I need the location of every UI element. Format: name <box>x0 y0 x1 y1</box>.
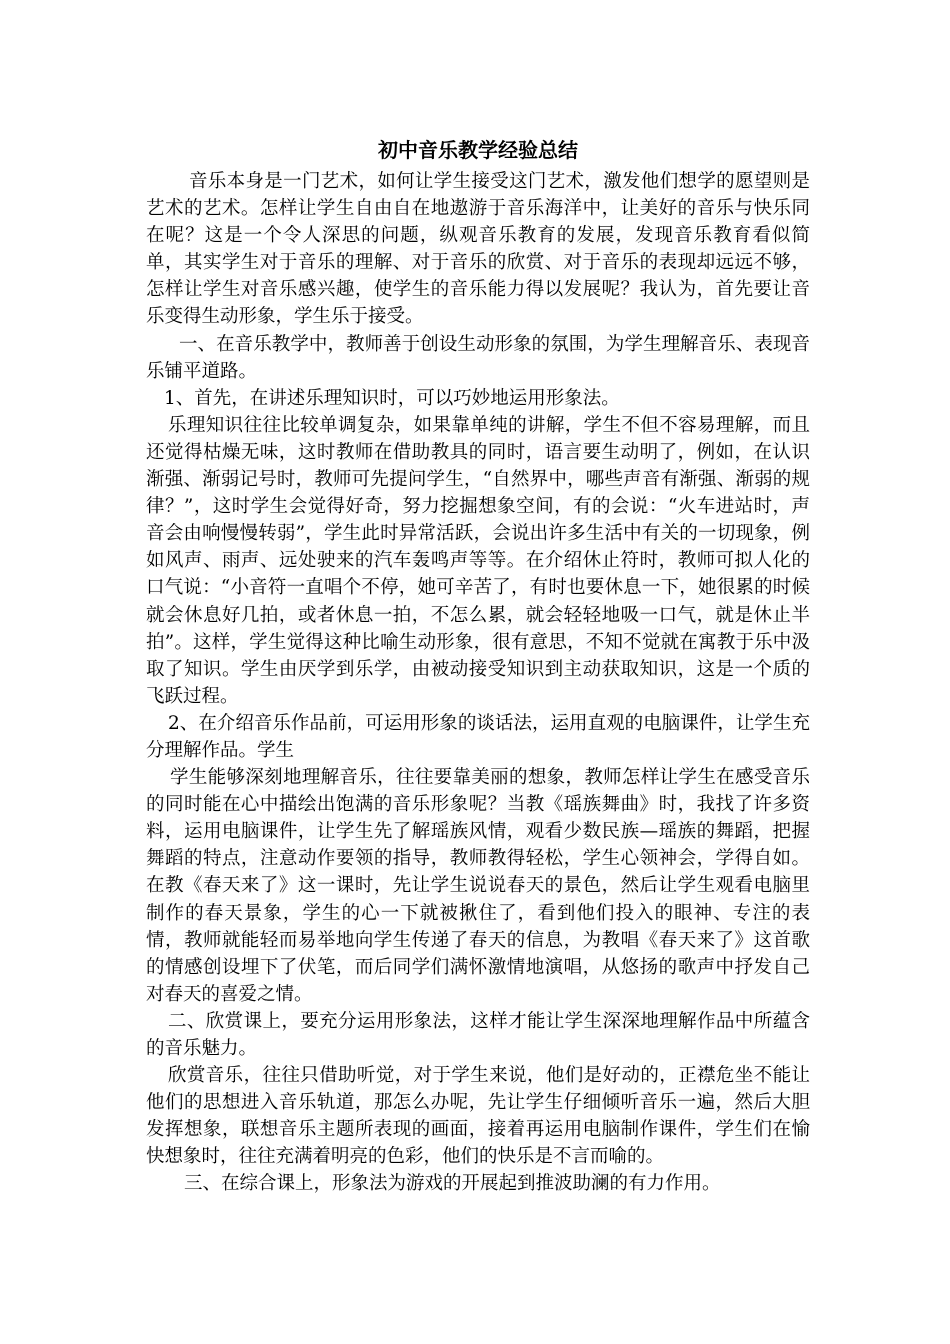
body-paragraph-2: 学生能够深刻地理解音乐，往往要靠美丽的想象，教师怎样让学生在感受音乐的同时能在心中描绘出饱满的音乐形象呢？当教《瑶族舞曲》时，我找了许多资料，运用电脑课件，让学生先了解瑶族风情，观看少数民族—瑶族的舞蹈，把握舞蹈的特点，注意动作要领的指导，教师教得轻松，学生心领神会，学得自如。在教《春天来了》这一课时，先让学生说说春天的景色，然后让学生观看电脑里制作的春天景象，学生的心一下就被揪住了，看到他们投入的眼神、专注的表情，教师就能轻而易举地向学生传递了春天的信息，为教唱《春天来了》这首歌的情感创设埋下了伏笔，而后同学们满怀激情地演唱，从悠扬的歌声中抒发自己对春天的喜爱之情。 <box>146 767 810 1005</box>
document-title: 初中音乐教学经验总结 <box>378 138 578 162</box>
section-heading-1: 一、在音乐教学中，教师善于创设生动形象的氛围，为学生理解音乐、表现音乐铺平道路。 <box>146 333 810 382</box>
document-page <box>146 132 810 1198</box>
subheading-2: 2、在介绍音乐作品前，可运用形象的谈话法，运用直观的电脑课件，让学生充分理解作品。学生 <box>146 712 810 761</box>
section-heading-3: 三、在综合课上，形象法为游戏的开展起到推波助澜的有力作用。 <box>184 1173 721 1195</box>
subheading-1: 1、首先，在讲述乐理知识时，可以巧妙地运用形象法。 <box>164 387 620 409</box>
body-paragraph-3: 欣赏音乐，往往只借助听觉，对于学生来说，他们是好动的，正襟危坐不能让他们的思想进入音乐轨道，那怎么办呢，先让学生仔细倾听音乐一遍，然后大胆发挥想象，联想音乐主题所表现的画面，接着再运用电脑制作课件，学生们在愉快想象时，往往充满着明亮的色彩，他们的快乐是不言而喻的。 <box>146 1065 810 1168</box>
intro-paragraph: 音乐本身是一门艺术，如何让学生接受这门艺术，激发他们想学的愿望则是艺术的艺术。怎样让学生自由自在地遨游于音乐海洋中，让美好的音乐与快乐同在呢？这是一个令人深思的问题，纵观音乐教育的发展，发现音乐教育看似简单，其实学生对于音乐的理解、对于音乐的欣赏、对于音乐的表现却远远不够，怎样让学生对音乐感兴趣，使学生的音乐能力得以发展呢？我认为，首先要让音乐变得生动形象，学生乐于接受。 <box>146 171 810 328</box>
body-paragraph-1: 乐理知识往往比较单调复杂，如果靠单纯的讲解，学生不但不容易理解，而且还觉得枯燥无味，这时教师在借助教具的同时，语言要生动明了，例如，在认识渐强、渐弱记号时，教师可先提问学生，“自然界中，哪些声音有渐强、渐弱的规律？”，这时学生会觉得好奇，努力挖掘想象空间，有的会说：“火车进站时，声音会由响慢慢转弱”，学生此时异常活跃，会说出许多生活中有关的一切现象，例如风声、雨声、远处驶来的汽车轰鸣声等等。在介绍休止符时，教师可拟人化的口气说：“小音符一直唱个不停，她可辛苦了，有时也要休息一下，她很累的时候就会休息好几拍，或者休息一拍，不怎么累，就会轻轻地吸一口气，就是休止半拍”。这样，学生觉得这种比喻生动形象，很有意思，不知不觉就在寓教于乐中汲取了知识。学生由厌学到乐学，由被动接受知识到主动获取知识，这是一个质的飞跃过程。 <box>146 414 810 707</box>
section-heading-2: 二、欣赏课上，要充分运用形象法，这样才能让学生深深地理解作品中所蕴含的音乐魅力。 <box>146 1010 810 1059</box>
